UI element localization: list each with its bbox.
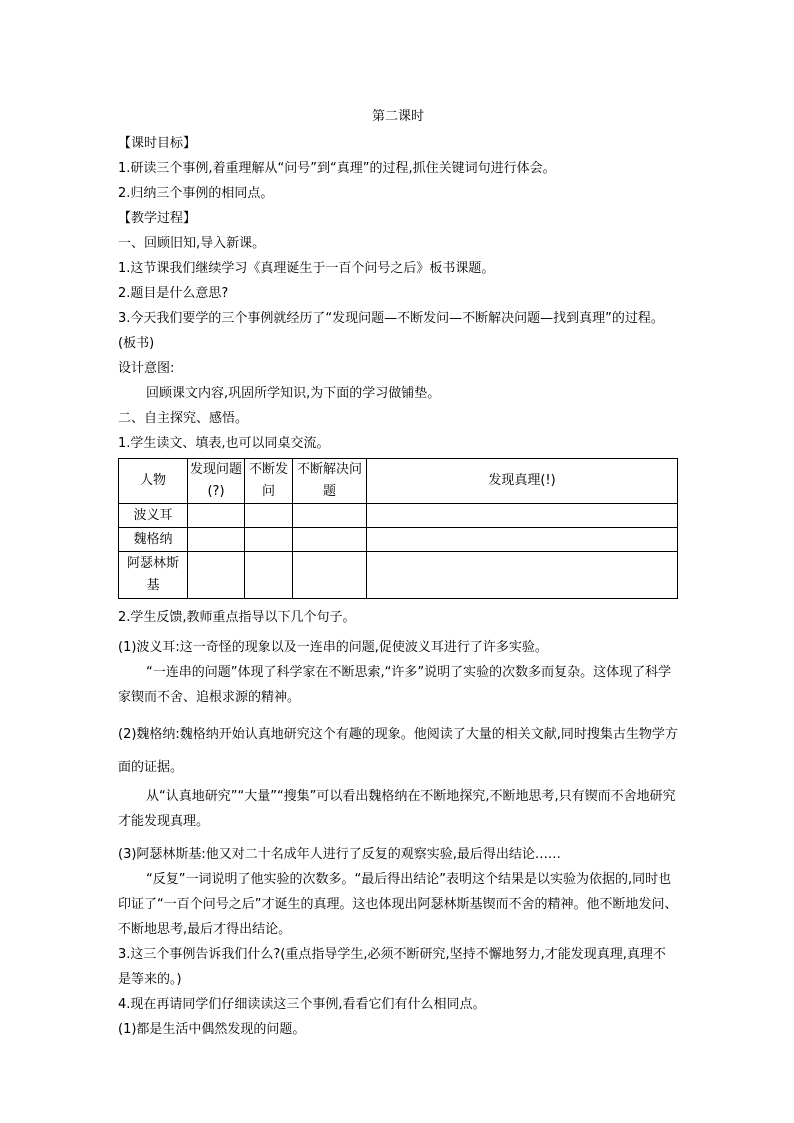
analysis-boyle: “一连串的问题”体现了科学家在不断思索,“许多”说明了实验的次数多而复杂。这体现了科学家锲而不舍、追根求源的精神。 bbox=[118, 665, 672, 705]
table-row bbox=[119, 552, 678, 599]
process-heading: 【教学过程】 bbox=[118, 211, 197, 226]
section-heading: 二、自主探究、感悟。 bbox=[118, 411, 249, 426]
section-heading: 一、回顾旧知,导入新课。 bbox=[118, 236, 266, 251]
table-cell bbox=[245, 504, 293, 528]
table-cell bbox=[245, 552, 293, 599]
section-item: 2.题目是什么意思? bbox=[118, 286, 229, 301]
table-row bbox=[119, 528, 678, 552]
analysis-wegener: 从“认真地研究”“大量”“搜集”可以看出魏格纳在不断地探究,不断地思考,只有锲而不舍地研究才能发现真理。 bbox=[118, 789, 676, 829]
table-header-cell: 人物 bbox=[119, 459, 188, 504]
table-header-cell: 发现问题(?) bbox=[188, 459, 245, 504]
section-item: 1.这节课我们继续学习《真理诞生于一百个问号之后》板书课题。 bbox=[118, 261, 495, 276]
table-cell bbox=[188, 504, 245, 528]
design-text: 回顾课文内容,巩固所学知识,为下面的学习做铺垫。 bbox=[146, 386, 441, 401]
analysis-aserinsky: “反复”一词说明了他实验的次数多。“最后得出结论”表明这个结果是以实验为依据的,同时也印证了“一百个问号之后”才诞生的真理。这也体现出阿瑟林斯基锲而不舍的精神。他不断地发问、不断地思考,最后才得出结论。 bbox=[118, 872, 678, 937]
page-title: 第二课时 bbox=[371, 109, 424, 124]
step-item: 2.学生反馈,教师重点指导以下几个句子。 bbox=[118, 610, 356, 625]
section-item: 3.今天我们要学的三个事例就经历了“发现问题—不断发问—不断解决问题—找到真理”的过程。(板书) bbox=[118, 311, 664, 351]
goal-item: 2.归纳三个事例的相同点。 bbox=[118, 186, 274, 201]
step-item: 3.这三个事例告诉我们什么?(重点指导学生,必须不断研究,坚持不懈地努力,才能发现真理,真理不是等来的。) bbox=[118, 947, 666, 987]
table-header-cell: 发现真理(!) bbox=[367, 459, 678, 504]
table-cell bbox=[188, 552, 245, 599]
design-label: 设计意图: bbox=[118, 361, 175, 376]
table-cell bbox=[367, 552, 678, 599]
table-row-label: 阿瑟林斯基 bbox=[119, 552, 188, 599]
table-header-cell: 不断发问 bbox=[245, 459, 293, 504]
step-item: 4.现在再请同学们仔细读读这三个事例,看看它们有什么相同点。 bbox=[118, 997, 486, 1012]
document-page bbox=[118, 104, 678, 1042]
goal-item: 1.研读三个事例,着重理解从“问号”到“真理”的过程,抓住关键词句进行体会。 bbox=[118, 161, 556, 176]
table-cell bbox=[293, 504, 367, 528]
fill-in-table bbox=[118, 458, 678, 599]
table-row-label: 魏格纳 bbox=[119, 528, 188, 552]
goals-heading: 【课时目标】 bbox=[118, 136, 197, 151]
sentence-boyle: (1)波义耳:这一奇怪的现象以及一连串的问题,促使波义耳进行了许多实验。 bbox=[118, 640, 548, 655]
table-row-label: 波义耳 bbox=[119, 504, 188, 528]
sentence-wegener: (2)魏格纳:魏格纳开始认真地研究这个有趣的现象。他阅读了大量的相关文献,同时搜集古生物学方面的证据。 bbox=[118, 727, 678, 775]
table-row bbox=[119, 504, 678, 528]
table-cell bbox=[367, 528, 678, 552]
sentence-aserinsky: (3)阿瑟林斯基:他又对二十名成年人进行了反复的观察实验,最后得出结论…… bbox=[118, 847, 561, 862]
table-cell bbox=[245, 528, 293, 552]
step-item: 1.学生读文、填表,也可以同桌交流。 bbox=[118, 436, 330, 451]
table-cell bbox=[367, 504, 678, 528]
table-cell bbox=[293, 528, 367, 552]
table-header-row bbox=[119, 459, 678, 504]
table-cell bbox=[188, 528, 245, 552]
table-cell bbox=[293, 552, 367, 599]
step-subitem: (1)都是生活中偶然发现的问题。 bbox=[118, 1022, 306, 1037]
table-header-cell: 不断解决问题 bbox=[293, 459, 367, 504]
